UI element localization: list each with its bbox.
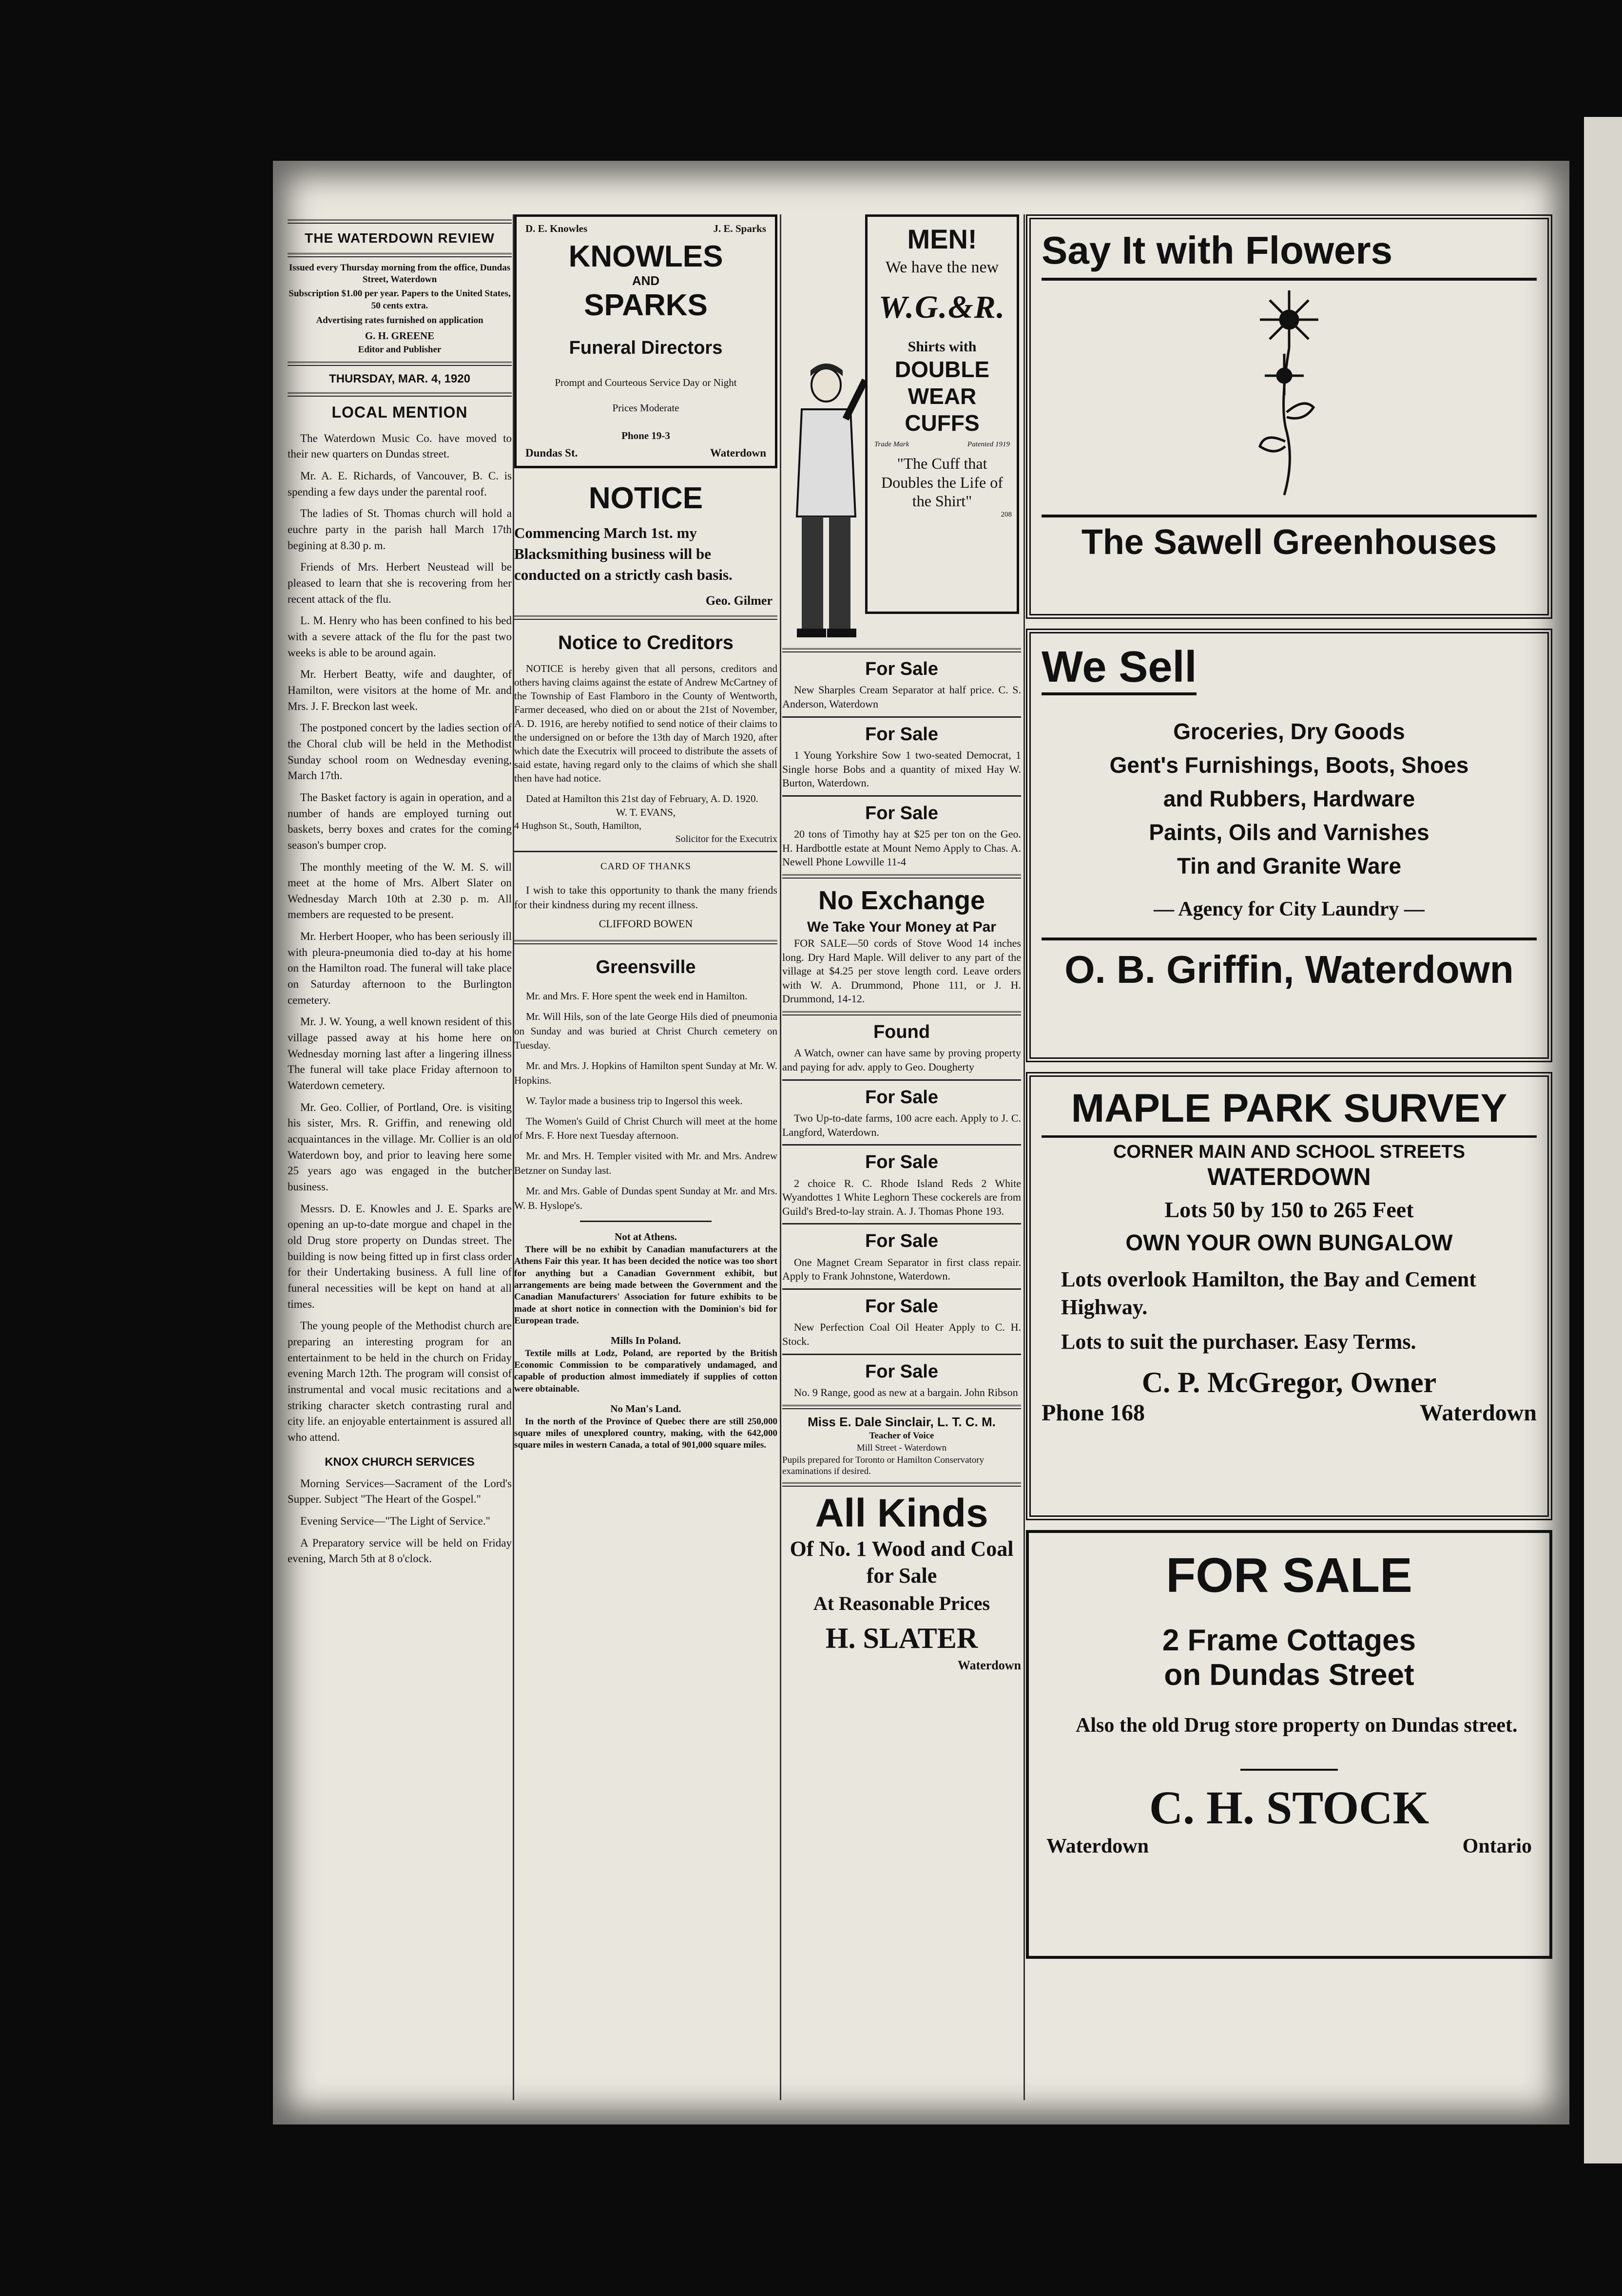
news-item: Mr. and Mrs. J. Hopkins of Hamilton spent Sunday at Mr. W. Hopkins.: [514, 1060, 777, 1086]
slater-h2: Of No. 1 Wood and Coal for Sale: [790, 1537, 1014, 1588]
classified-ad: [782, 1020, 1021, 1074]
griffin-title: We Sell: [1042, 642, 1197, 695]
divider: [782, 1011, 1021, 1015]
editor-name: G. H. GREENE: [365, 330, 435, 342]
news-item: The Women's Guild of Christ Church will meet at the home of Mrs. F. Hore next Tuesday afternoon.: [514, 1115, 777, 1142]
slater-name: H. SLATER: [825, 1622, 978, 1655]
prices-line: Prices Moderate: [612, 402, 679, 414]
divider: [288, 392, 512, 397]
column-notices: [514, 214, 777, 1451]
poland-heading: Mills In Poland.: [610, 1335, 681, 1347]
classified-ad: [782, 1229, 1021, 1283]
divider: [1240, 1769, 1338, 1771]
divider: [782, 648, 1021, 652]
masthead-line3: Advertising rates furnished on application: [316, 315, 483, 325]
local-mention-heading: LOCAL MENTION: [331, 403, 468, 421]
shirt-marks: [874, 440, 1010, 450]
knox-item: Evening Service—"The Light of Service.": [300, 1514, 490, 1527]
no-exchange-ad: [782, 883, 1021, 1006]
editor-title: Editor and Publisher: [358, 344, 442, 355]
classified-ad: [782, 1086, 1021, 1140]
news-item: The young people of the Methodist church are preparing an interesting program for an entertainment to be held in the church on Friday evening March 12th. The program will consist of instrumental and vocal music recitations and a striking character sketch contrasting rural and city life. an enjoyable entertainment is assured all who attend.: [288, 1320, 512, 1443]
newspaper-page: [273, 161, 1569, 2124]
maple-suit: Lots to suit the purchaser. Easy Terms.: [1061, 1330, 1416, 1354]
classified-heading: For Sale: [865, 1231, 938, 1252]
shirt-brand: W.G.&R.: [878, 289, 1006, 325]
no-exchange-heading: No Exchange: [818, 885, 985, 915]
divider: [1042, 515, 1537, 517]
creditors-role: Solicitor for the Executrix: [675, 834, 777, 845]
stock-name: C. H. STOCK: [1149, 1781, 1429, 1834]
sinclair-body: Pupils prepared for Toronto or Hamilton Conservatory examinations if desired.: [782, 1454, 985, 1477]
divider: [782, 795, 1021, 797]
news-item: The monthly meeting of the W. M. S. will meet at the home of Mrs. Albert Slater on Wednesday March 10th at 2.30 p. m. All members are requested to be present.: [288, 861, 512, 921]
divider: [514, 615, 777, 620]
stock-line2: on Dundas Street: [1164, 1658, 1414, 1692]
griffin-agency: — Agency for City Laundry —: [1154, 898, 1425, 920]
thanks-body: I wish to take this opportunity to thank the many friends for their kindness during my recent illness.: [514, 884, 777, 911]
slater-h1: All Kinds: [815, 1491, 988, 1536]
divider: [782, 874, 1021, 879]
shirt-tagline: "The Cuff that Doubles the Life of the Shirt": [881, 455, 1003, 510]
ad-owners: [525, 222, 766, 236]
creditors-dated: Dated at Hamilton this 21st day of February, A. D. 1920.: [526, 793, 758, 805]
notice-body: Commencing March 1st. my Blacksmithing business will be conducted on a strictly cash basis.: [514, 524, 733, 583]
service-line: Prompt and Courteous Service Day or Night: [555, 376, 737, 388]
owner-left: D. E. Knowles: [525, 223, 588, 234]
shirt-line1: MEN!: [907, 224, 977, 254]
griffin-item: and Rubbers, Hardware: [1163, 786, 1415, 811]
divider: [782, 1354, 1021, 1355]
firm-and: AND: [632, 273, 660, 288]
classified-heading: For Sale: [865, 1361, 938, 1382]
maple-park-ad: [1026, 1072, 1552, 1520]
maple-town: WATERDOWN: [1207, 1163, 1371, 1190]
divider: [580, 1221, 712, 1222]
classified-heading: For Sale: [865, 724, 938, 745]
news-item: Mr. Geo. Collier, of Portland, Ore. is visiting his sister, Mrs. R. Griffin, and renewing old acquaintances in the village. Mr. Collier is an old Waterdown boy, and prior to leaving here some 25 years ago was engaged in the butcher business.: [288, 1101, 512, 1193]
griffin-item: Groceries, Dry Goods: [1173, 719, 1405, 744]
classified-body: No. 9 Range, good as new at a bargain. John Ribson: [794, 1386, 1018, 1398]
stock-left: Waterdown: [1046, 1835, 1149, 1857]
owner-right: J. E. Sparks: [713, 223, 766, 234]
sinclair-title: Teacher of Voice: [869, 1431, 934, 1441]
maple-overlook: Lots overlook Hamilton, the Bay and Cement Highway.: [1061, 1267, 1476, 1320]
phone-line: Phone 19-3: [621, 429, 670, 441]
stock-line1: 2 Frame Cottages: [1162, 1624, 1416, 1657]
classified-ad: [782, 723, 1021, 790]
adjacent-page-edge: [1584, 117, 1622, 2163]
divider: [1042, 278, 1537, 281]
maple-title: MAPLE PARK SURVEY: [1071, 1086, 1507, 1130]
news-item: Mr. and Mrs. H. Templer visited with Mr. and Mrs. Andrew Betzner on Sunday last.: [514, 1150, 777, 1177]
patent-text: Patented 1919: [967, 440, 1010, 448]
classified-heading: For Sale: [865, 803, 938, 823]
news-item: Mr. and Mrs. F. Hore spent the week end in Hamilton.: [526, 990, 748, 1002]
maple-sub: CORNER MAIN AND SCHOOL STREETS: [1113, 1142, 1466, 1162]
thanks-heading: CARD OF THANKS: [600, 861, 691, 872]
flowers-ad: [1026, 214, 1552, 619]
thanks-signed: CLIFFORD BOWEN: [599, 918, 693, 930]
classified-body: New Perfection Coal Oil Heater Apply to C. H. Stock.: [782, 1321, 1021, 1347]
masthead-line1: Issued every Thursday morning from the office, Dundas Street, Waterdown: [289, 262, 511, 285]
greensville-items: [514, 989, 777, 1213]
divider: [782, 716, 1021, 718]
maple-place: Waterdown: [1420, 1399, 1537, 1426]
divider: [288, 253, 512, 257]
news-item: Mr. and Mrs. Gable of Dundas spent Sunday at Mr. and Mrs. W. B. Hyslope's.: [514, 1185, 777, 1211]
maple-owner: C. P. McGregor, Owner: [1141, 1366, 1437, 1398]
griffin-item: Paints, Oils and Varnishes: [1149, 820, 1429, 845]
news-item: The ladies of St. Thomas church will hold a euchre party in the parish hall March 17th begining at 8.30 p. m.: [288, 507, 512, 552]
athens-heading: Not at Athens.: [615, 1231, 677, 1243]
slater-town: Waterdown: [958, 1658, 1021, 1673]
maple-lots: Lots 50 by 150 to 265 Feet: [1164, 1197, 1414, 1222]
column-classifieds: [782, 214, 1021, 1674]
flowers-footer: The Sawell Greenhouses: [1081, 523, 1497, 562]
shirt-code: 208: [1001, 511, 1012, 519]
stock-ad: [1026, 1530, 1552, 1959]
ad-address: [525, 445, 766, 460]
divider: [782, 1144, 1021, 1146]
divider: [782, 1482, 1021, 1487]
flower-illustration: [1042, 286, 1537, 510]
divider: [288, 219, 512, 224]
creditors-address: 4 Hughson St., South, Hamilton,: [514, 820, 642, 831]
creditors-body: NOTICE is hereby given that all persons, creditors and others having claims against the estate of Andrew McCartney of the Township of East Flamboro in the County of Wentworth, Farmer deceased, who died on or about the 21st of November, A. D. 1916, are hereby notified to send notice of their claims to the undersigned on or before the 13th day of March 1920, after which date the Executrix will proceed to distribute the assets of said estate, having regard only to the claims of which she shall then have had notice.: [514, 663, 777, 784]
classified-body: One Magnet Cream Separator in first class repair. Apply to Frank Johnstone, Waterdown.: [782, 1256, 1021, 1282]
classified-ad: [782, 1150, 1021, 1218]
service-title: Funeral Directors: [569, 338, 723, 359]
flowers-title: Say It with Flowers: [1042, 229, 1393, 272]
address-right: Waterdown: [710, 447, 766, 459]
divider: [782, 1079, 1021, 1081]
divider: [782, 1405, 1021, 1409]
classified-heading: For Sale: [865, 1152, 938, 1173]
shirt-line4: DOUBLE WEAR CUFFS: [894, 357, 990, 436]
griffin-items: [1042, 715, 1537, 883]
news-item: Messrs. D. E. Knowles and J. E. Sparks are opening an up-to-date morgue and chapel in the old Drug store property on Dundas street. The building is now being fitted up in first class order for their Undertaking business. A full line of funeral necessities will be kept on hand at all times.: [288, 1202, 512, 1310]
news-item: The postponed concert by the ladies section of the Choral club will be held in the Methodist Sunday school room on Wednesday evening, March 17th.: [288, 722, 512, 782]
shirt-line3: Shirts with: [908, 339, 977, 355]
classified-body: 1 Young Yorkshire Sow 1 two-seated Democrat, 1 Single horse Bobs and a quantity of mixed Hay W. Burton, Waterdown.: [782, 748, 1021, 789]
news-item: Friends of Mrs. Herbert Neustead will be pleased to learn that she is recovering from her recent attack of the flu.: [288, 561, 512, 605]
classified-ad: [782, 802, 1021, 869]
athens-body: There will be no exhibit by Canadian manufacturers at the Athens Fair this year. It has been decided the notice was too short for anything but a Canadian Government exhibit, but arrangements are being made between the Government and the Canadian Manufacturers' Association for future exhibits to be made at short notice in connection with the Dominion's bid for European trade.: [514, 1244, 777, 1326]
classified-ad: [782, 657, 1021, 711]
classified-heading: For Sale: [865, 659, 938, 679]
slater-h3: At Reasonable Prices: [813, 1592, 990, 1615]
news-item: W. Taylor made a business trip to Ingersol this week.: [526, 1094, 743, 1107]
column-divider: [1023, 214, 1025, 2100]
sinclair-address: Mill Street - Waterdown: [856, 1443, 947, 1454]
divider: [1042, 938, 1537, 940]
news-item: The Waterdown Music Co. have moved to their new quarters on Dundas street.: [288, 432, 512, 460]
classified-heading: For Sale: [865, 1087, 938, 1108]
news-item: Mr. Will Hils, son of the late George Hils died of pneumonia on Sunday and was buried at Christ Church cemetery on Tuesday.: [514, 1010, 777, 1052]
greensville-heading: Greensville: [596, 957, 696, 978]
column-local-news: [288, 214, 512, 1573]
creditors-heading: Notice to Creditors: [558, 631, 734, 653]
divider: [1042, 1135, 1537, 1138]
news-item: Mr. J. W. Young, a well known resident of this village passed away at his home here on Wednesday morning last after a lingering illness The funeral will take place Friday afternoon to Waterdown cemetery.: [288, 1015, 512, 1092]
column-divider: [780, 214, 781, 2100]
maple-phone: Phone 168: [1042, 1399, 1145, 1426]
knox-heading: KNOX CHURCH SERVICES: [325, 1455, 475, 1469]
stock-location: [1046, 1835, 1532, 1858]
no-exchange-body: FOR SALE—50 cords of Stove Wood 14 inches long. Dry Hard Maple. Will deliver to any part of the village at $4.25 per stove length cord. Leave orders with W. A. Drummond, Phone 111, or J. H. Drummond, 14-12.: [782, 937, 1021, 1005]
shirt-ad: [782, 214, 1021, 643]
masthead-line2: Subscription $1.00 per year. Papers to the United States, 50 cents extra.: [289, 288, 511, 311]
classified-body: 2 choice R. C. Rhode Island Reds 2 White Wyandottes 1 White Leghorn These cockerels are from Guild's Bred-to-lay strain. A. J. Thomas Phone 193.: [782, 1177, 1021, 1217]
trademark-text: Trade Mark: [874, 440, 909, 448]
griffin-item: Tin and Granite Ware: [1177, 853, 1402, 879]
knox-item: A Preparatory service will be held on Friday evening, March 5th at 8 o'clock.: [288, 1536, 512, 1565]
maple-contact: [1042, 1399, 1537, 1426]
nomans-heading: No Man's Land.: [610, 1403, 681, 1415]
salesman-illustration-icon: [782, 224, 865, 643]
classified-ad: [782, 1360, 1021, 1400]
news-item: Mr. Herbert Hooper, who has been seriously ill with pleura-pneumonia died to-day at his home on the Hamilton road. The funeral will take place on Saturday afternoon to the Burlington cemetery.: [288, 930, 512, 1006]
notice-signed: Geo. Gilmer: [705, 593, 772, 608]
column-display-ads: [1026, 214, 1552, 1965]
nomans-body: In the north of the Province of Quebec there are still 250,000 square miles of unexplored country, making, with the 642,000 square miles in western Canada, a total of 901,000 square miles.: [514, 1416, 777, 1451]
issue-date: THURSDAY, MAR. 4, 1920: [329, 372, 470, 386]
firm-name-1: KNOWLES: [568, 239, 723, 273]
news-item: L. M. Henry who has been confined to his bed with a severe attack of the flu for the past two weeks is able to be around again.: [288, 614, 512, 659]
divider: [288, 362, 512, 366]
stock-body: Also the old Drug store property on Dundas street.: [1076, 1714, 1518, 1737]
news-item: Mr. A. E. Richards, of Vancouver, B. C. is spending a few days under the parental roof.: [288, 470, 512, 498]
griffin-ad: [1026, 629, 1552, 1062]
classified-body: 20 tons of Timothy hay at $25 per ton on the Geo. H. Hardbottle estate at Mount Nemo Apply to Chas. A. Newell Phone Lowville 11-4: [782, 828, 1021, 868]
no-exchange-sub: We Take Your Money at Par: [807, 919, 996, 936]
local-mention-items: [288, 431, 512, 1446]
classified-heading: For Sale: [865, 1296, 938, 1317]
divider: [782, 1288, 1021, 1290]
classified-ad: [782, 1295, 1021, 1349]
griffin-footer: O. B. Griffin, Waterdown: [1064, 948, 1514, 991]
notice-heading: NOTICE: [588, 481, 703, 515]
slater-ad: [782, 1492, 1021, 1674]
stock-title: FOR SALE: [1166, 1548, 1412, 1603]
firm-name-2: SPARKS: [584, 288, 708, 322]
classified-body: Two Up-to-date farms, 100 acre each. Apply to J. C. Langford, Waterdown.: [782, 1112, 1021, 1138]
address-left: Dundas St.: [525, 447, 578, 459]
sinclair-name: Miss E. Dale Sinclair, L. T. C. M.: [808, 1414, 996, 1429]
knowles-sparks-ad: [514, 214, 777, 468]
knox-item: Morning Services—Sacrament of the Lord's Supper. Subject "The Heart of the Gospel.": [288, 1477, 512, 1506]
creditors-name: W. T. EVANS,: [616, 806, 676, 819]
news-item: Mr. Herbert Beatty, wife and daughter, of Hamilton, were visitors at the home of Mr. and Mrs. J. F. Breckon last week.: [288, 668, 512, 712]
flower-icon: [1231, 286, 1348, 500]
stock-right: Ontario: [1462, 1835, 1532, 1857]
shirt-line2: We have the new: [885, 258, 999, 276]
classified-body: A Watch, owner can have same by proving property and paying for adv. apply to Geo. Dougherty: [782, 1047, 1021, 1073]
masthead-title: THE WATERDOWN REVIEW: [305, 230, 495, 246]
poland-body: Textile mills at Lodz, Poland, are reported by the British Economic Commission to be comparatively undamaged, and capable of production almost immediately if supplies of cotton were obtainable.: [514, 1348, 777, 1394]
sinclair-card: [782, 1414, 1021, 1478]
news-item: The Basket factory is again in operation, and a number of hands are employed turning out baskets, berry boxes and crates for the coming season's bumper crop.: [288, 791, 512, 851]
maple-own: OWN YOUR OWN BUNGALOW: [1125, 1230, 1453, 1255]
classified-body: New Sharples Cream Separator at half price. C. S. Anderson, Waterdown: [782, 684, 1021, 710]
shirt-ad-panel: [865, 214, 1019, 614]
griffin-item: Gent's Furnishings, Boots, Shoes: [1109, 752, 1469, 778]
divider: [782, 1223, 1021, 1225]
divider: [514, 851, 777, 852]
classified-heading: Found: [873, 1022, 930, 1043]
divider: [514, 940, 777, 944]
